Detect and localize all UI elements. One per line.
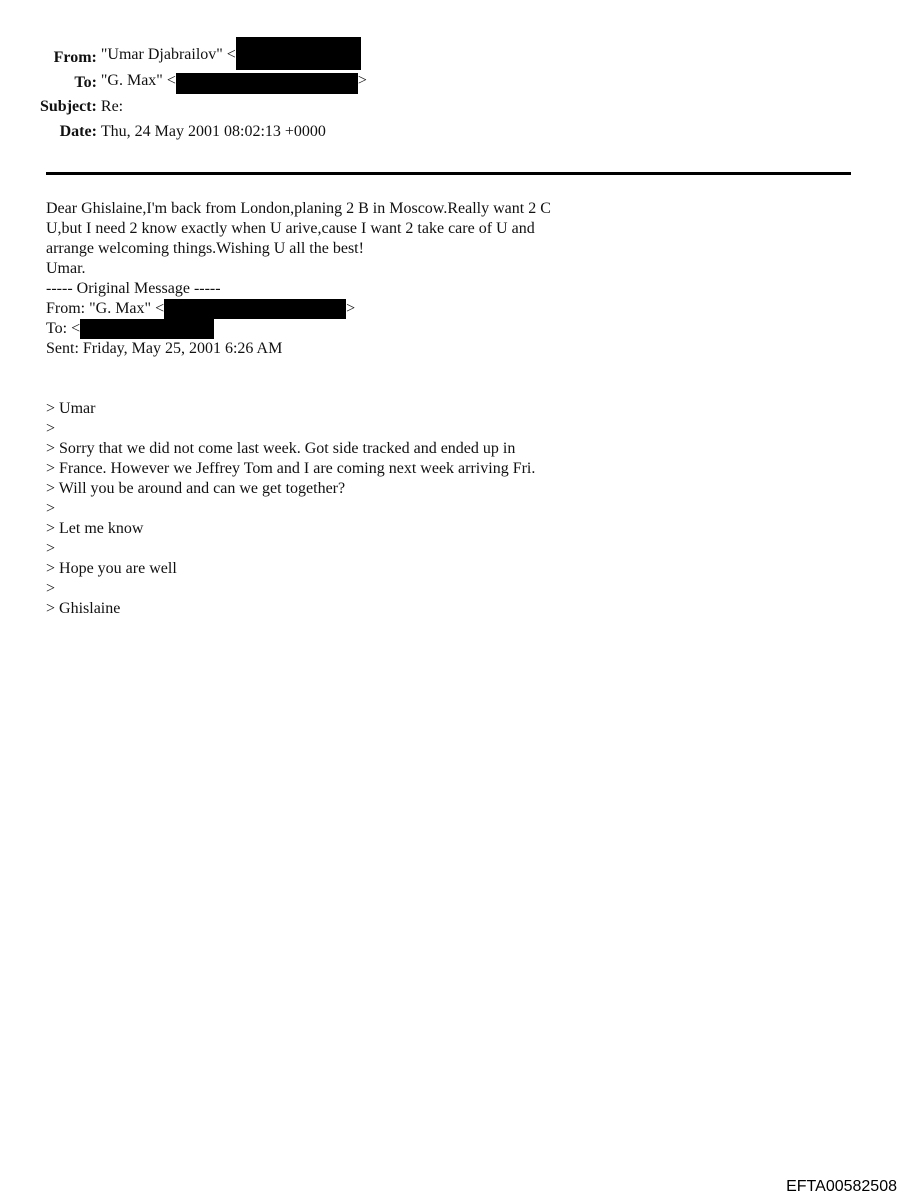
original-message-separator: ----- Original Message ----- xyxy=(46,280,221,297)
redaction-block xyxy=(80,319,214,339)
redaction-block xyxy=(236,37,361,70)
reply-line: Dear Ghislaine,I'm back from London,planing 2 B in Moscow.Really want 2 C xyxy=(46,200,551,217)
reply-line: U,but I need 2 know exactly when U arive,cause I want 2 take care of U and xyxy=(46,220,535,237)
from-label: From: xyxy=(53,49,97,67)
quoted-line: > Sorry that we did not come last week. Got side tracked and ended up in xyxy=(46,440,516,457)
subject-label: Subject: xyxy=(40,98,97,116)
reply-signature: Umar. xyxy=(46,260,86,277)
date-label: Date: xyxy=(59,122,97,140)
quoted-line: > xyxy=(46,540,56,557)
to-label: To: xyxy=(74,73,97,91)
header-date-row xyxy=(40,120,367,145)
subject-value: Re: xyxy=(100,98,124,116)
email-header xyxy=(40,46,367,144)
quoted-line: > France. However we Jeffrey Tom and I are coming next week arriving Fri. xyxy=(46,460,536,477)
blank-gap xyxy=(46,359,551,399)
quoted-line: > Will you be around and can we get together? xyxy=(46,480,346,497)
quoted-line: > Umar xyxy=(46,400,96,417)
redaction-block xyxy=(164,299,346,319)
quoted-line: > Ghislaine xyxy=(46,600,121,617)
redaction-block xyxy=(176,73,358,94)
original-from-line xyxy=(46,299,551,319)
header-from-row xyxy=(40,46,367,71)
to-value-cell xyxy=(101,71,367,96)
to-value-suffix: > xyxy=(357,71,367,89)
original-from-suffix: > xyxy=(346,300,356,317)
original-to-line xyxy=(46,319,551,339)
header-divider xyxy=(46,172,851,175)
header-to-row xyxy=(40,71,367,96)
date-value: Thu, 24 May 2001 08:02:13 +0000 xyxy=(100,122,326,140)
document-id: EFTA00582508 xyxy=(786,1178,897,1195)
from-value-cell xyxy=(101,46,367,71)
header-subject-row xyxy=(40,95,367,120)
email-body xyxy=(46,199,551,619)
reply-line: arrange welcoming things.Wishing U all the best! xyxy=(46,240,364,257)
original-to-text: To: < xyxy=(46,320,81,337)
quoted-line: > Let me know xyxy=(46,520,144,537)
quoted-line: > xyxy=(46,580,56,597)
from-value: "Umar Djabrailov" < xyxy=(100,46,236,64)
quoted-line: > xyxy=(46,420,56,437)
original-sent-line: Sent: Friday, May 25, 2001 6:26 AM xyxy=(46,340,283,357)
quoted-line: > xyxy=(46,500,56,517)
to-value: "G. Max" < xyxy=(100,71,176,89)
original-from-text: From: "G. Max" < xyxy=(46,300,165,317)
quoted-line: > Hope you are well xyxy=(46,560,177,577)
